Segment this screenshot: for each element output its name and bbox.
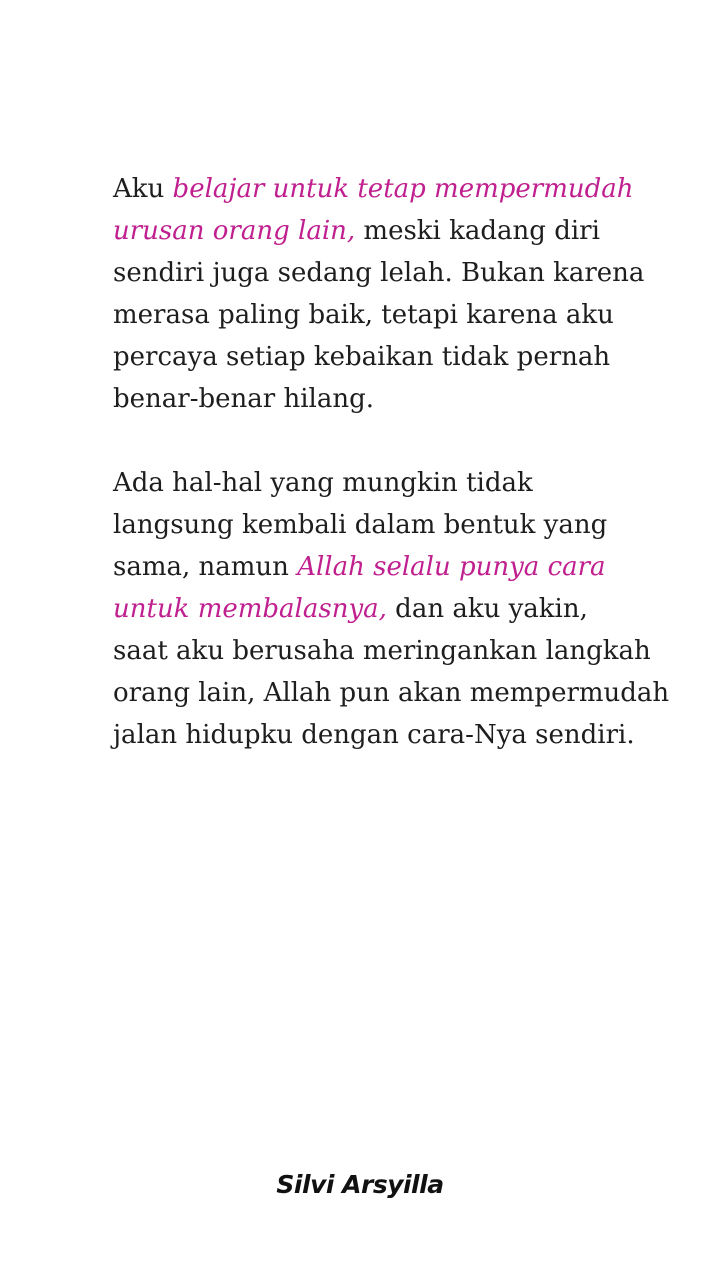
quote-line [113, 294, 673, 336]
quote-paragraph [113, 168, 673, 420]
text-segment: orang lain, Allah pun akan mempermudah [113, 678, 670, 708]
quote-line [113, 252, 673, 294]
quote-line [113, 588, 673, 630]
quote-line [113, 462, 673, 504]
text-segment: sama, namun [113, 552, 298, 582]
quote-line [113, 630, 673, 672]
quote-paragraph [113, 462, 673, 756]
text-segment: Aku [113, 174, 173, 204]
quote-line [113, 210, 673, 252]
text-segment: sendiri juga sedang lelah. Bukan karena [113, 258, 645, 288]
quote-line [113, 168, 673, 210]
quote-text [113, 168, 673, 756]
text-segment: langsung kembali dalam bentuk yang [113, 510, 608, 540]
text-segment: percaya setiap kebaikan tidak pernah [113, 342, 611, 372]
text-segment: dan aku yakin, [386, 594, 588, 624]
quote-line [113, 504, 673, 546]
text-segment: benar-benar hilang. [113, 384, 374, 414]
text-segment: jalan hidupku dengan cara-Nya sendiri. [113, 720, 635, 750]
text-segment: meski kadang diri [355, 216, 600, 246]
text-segment: merasa paling baik, tetapi karena aku [113, 300, 614, 330]
text-segment: Ada hal-hal yang mungkin tidak [113, 468, 533, 498]
highlighted-phrase: urusan orang lain, [113, 216, 356, 246]
text-segment: saat aku berusaha meringankan langkah [113, 636, 651, 666]
author-signature: Silvi Arsyilla [276, 1170, 444, 1199]
quote-line [113, 336, 673, 378]
highlighted-phrase: belajar untuk tetap mempermudah [172, 174, 634, 204]
quote-line [113, 546, 673, 588]
quote-line [113, 672, 673, 714]
quote-line [113, 378, 673, 420]
highlighted-phrase: untuk membalasnya, [113, 594, 387, 624]
quote-line [113, 714, 673, 756]
highlighted-phrase: Allah selalu punya cara [297, 552, 606, 582]
